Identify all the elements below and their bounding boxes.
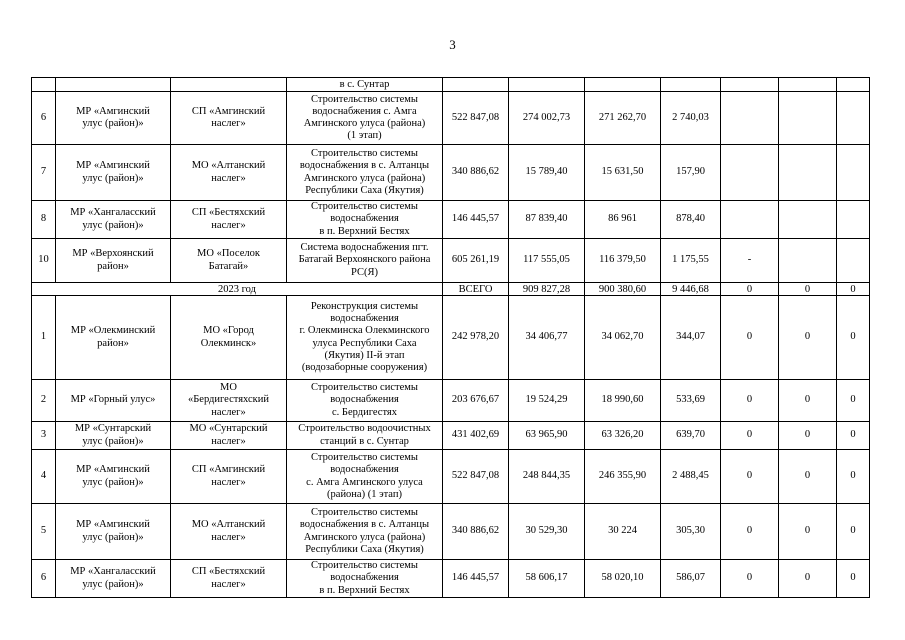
cell-empty [509,78,585,92]
cell-col9: 0 [721,422,779,450]
cell-total: 15 789,40 [509,145,585,201]
cell-line: Строительство системы [311,452,418,464]
cell-regional: 2 740,03 [661,92,721,145]
year-row [32,283,870,296]
cell-line: СП «Амгинский [191,105,266,117]
cell-line: «Бердигестяхский [188,394,269,406]
cell-col10 [779,201,837,239]
cell-col10: 0 [779,450,837,504]
cell-line: улус (район)» [82,172,144,184]
cell-object [287,560,443,598]
cell-regional: 586,07 [661,560,721,598]
cell-col9: 0 [721,450,779,504]
cell-object [287,380,443,422]
cell-settlement [171,239,287,283]
year-federal: 900 380,60 [585,283,661,296]
cell-col11: 0 [837,450,870,504]
cell-empty [721,78,779,92]
cell-district [56,201,171,239]
cell-col10: 0 [779,296,837,380]
cell-line: МР «Верхоянский [72,248,154,260]
cell-col11 [837,145,870,201]
table-row [32,380,870,422]
table-row [32,504,870,560]
cell-line: район» [97,337,129,349]
cell-object: в с. Сунтар [287,78,443,92]
cell-regional: 533,69 [661,380,721,422]
cell-line: наслег» [211,578,246,590]
cell-line: Батагай Верхоянского района [298,254,431,266]
cell-line: Строительство системы [311,148,418,160]
cell-number: 6 [32,92,56,145]
cell-total: 87 839,40 [509,201,585,239]
cell-total: 63 965,90 [509,422,585,450]
cell-col10: 0 [779,560,837,598]
cell-line: МР «Амгинский [76,160,150,172]
table-row [32,296,870,380]
cell-col11: 0 [837,560,870,598]
cell-col9: 0 [721,560,779,598]
cell-line: наслег» [211,118,246,129]
cell-line: МО «Алтанский [191,160,266,172]
cell-line: МР «Хангаласский [70,566,156,578]
cell-line: МР «Амгинский [76,105,150,117]
table-row [32,422,870,450]
cell-line: МР «Горный улус» [70,394,156,406]
cell-object [287,239,443,283]
cell-line: улус (район)» [82,531,144,543]
cell-col11 [837,92,870,145]
cell-district [56,560,171,598]
cell-line: водоснабжения [330,394,399,406]
cell-line: Строительство системы [311,93,418,105]
cell-line: водоснабжения [330,213,399,225]
cell-cost: 203 676,67 [443,380,509,422]
cell-empty [443,78,509,92]
cell-line: улус (район)» [82,578,144,590]
cell-line: улус (район)» [82,476,144,488]
cell-cost: 146 445,57 [443,560,509,598]
cell-settlement [171,201,287,239]
year-c3: 0 [837,283,870,296]
cell-col11: 0 [837,296,870,380]
cell-line: СП «Амгинский [191,464,266,476]
cell-col9 [721,92,779,145]
cell-cost: 340 886,62 [443,145,509,201]
cell-col10: 0 [779,422,837,450]
cell-federal: 246 355,90 [585,450,661,504]
cell-line: наслег» [211,219,246,231]
cell-district [56,92,171,145]
table-row [32,145,870,201]
cell-total: 117 555,05 [509,239,585,283]
cell-federal: 271 262,70 [585,92,661,145]
cell-total: 274 002,73 [509,92,585,145]
cell-district [56,145,171,201]
cell-line: Реконструкция системы [310,300,419,312]
cell-federal: 58 020,10 [585,560,661,598]
table-body [32,78,870,598]
cell-district [56,380,171,422]
cell-line: с. Амга Амгинского улуса [306,476,423,488]
table-row [32,560,870,598]
cell-district [56,450,171,504]
cell-empty [56,78,171,92]
continuation-row [32,78,870,92]
cell-cost: 522 847,08 [443,92,509,145]
cell-settlement [171,504,287,560]
cell-object [287,92,443,145]
cell-settlement [171,450,287,504]
cell-cost: 242 978,20 [443,296,509,380]
year-cost: ВСЕГО [443,283,509,296]
cell-col10 [779,92,837,145]
cell-number: 5 [32,504,56,560]
cell-cost: 605 261,19 [443,239,509,283]
cell-line: улуса Республики Саха [312,337,417,349]
cell-federal: 18 990,60 [585,380,661,422]
cell-number: 4 [32,450,56,504]
cell-line: наслег» [211,531,246,543]
cell-number: 2 [32,380,56,422]
year-c1: 0 [721,283,779,296]
cell-district [56,422,171,450]
cell-line: СП «Бестяхский [191,566,266,578]
cell-line: Строительство системы [311,382,418,394]
cell-line: станций в с. Сунтар [320,435,409,447]
cell-empty [171,78,287,92]
cell-line: МО «Алтанский [191,519,266,531]
cell-line: Амгинского улуса (района) [303,172,426,184]
year-label: 2023 год [32,283,443,296]
cell-cost: 431 402,69 [443,422,509,450]
cell-object [287,504,443,560]
cell-settlement [171,92,287,145]
cell-line: в п. Верхний Бестях [319,584,410,596]
cell-col9: 0 [721,296,779,380]
cell-line: МР «Сунтарский [74,423,152,435]
cell-line: МО «Город [203,325,254,337]
cell-number: 3 [32,422,56,450]
cell-empty [32,78,56,92]
cell-line: (водозаборные сооружения) [301,361,428,373]
cell-line: водоснабжения [330,313,399,325]
cell-col11: 0 [837,504,870,560]
cell-federal: 15 631,50 [585,145,661,201]
cell-line: водоснабжения в с. Алтанцы [299,519,430,531]
cell-empty [661,78,721,92]
cell-total: 248 844,35 [509,450,585,504]
cell-district [56,504,171,560]
table-row [32,450,870,504]
cell-number: 6 [32,560,56,598]
cell-regional: 1 175,55 [661,239,721,283]
cell-line: Строительство системы [311,560,418,572]
cell-line: Амгинского улуса (района) [303,531,426,543]
cell-federal: 116 379,50 [585,239,661,283]
cell-settlement [171,560,287,598]
cell-line: наслег» [211,172,246,184]
cell-regional: 344,07 [661,296,721,380]
cell-settlement [171,380,287,422]
cell-line: Амгинского улуса (района) [303,118,426,129]
cell-number: 7 [32,145,56,201]
cell-federal: 86 961 [585,201,661,239]
cell-line: (района) (1 этап) [327,488,402,500]
cell-settlement [171,422,287,450]
cell-line: Строительство системы [311,201,418,213]
cell-col10 [779,239,837,283]
cell-line: Строительство системы [311,507,418,519]
page-number: 3 [449,37,456,52]
cell-object [287,145,443,201]
cell-col11: 0 [837,380,870,422]
cell-line: водоснабжения с. Амга [312,105,417,117]
cell-line: наслег» [211,476,246,488]
cell-line: МО «Сунтарский [189,423,268,435]
cell-line: улус (район)» [82,219,144,231]
cell-line: Батагай» [208,260,249,272]
cell-district [56,239,171,283]
cell-total: 19 524,29 [509,380,585,422]
cell-line: с. Бердигестях [332,406,397,418]
cell-line: водоснабжения в с. Алтанцы [299,160,430,172]
cell-line: улус (район)» [82,118,144,129]
cell-regional: 2 488,45 [661,450,721,504]
cell-district [56,296,171,380]
cell-object [287,450,443,504]
table-row [32,92,870,145]
cell-line: Республики Саха (Якутия) [305,184,424,196]
cell-empty [779,78,837,92]
cell-federal: 30 224 [585,504,661,560]
cell-regional: 639,70 [661,422,721,450]
cell-line: улус (район)» [82,435,144,447]
cell-line: водоснабжения [330,464,399,476]
cell-line: Олекминск» [200,337,257,349]
cell-col10: 0 [779,504,837,560]
cell-line: МО [220,382,237,394]
cell-regional: 157,90 [661,145,721,201]
cell-line: Республики Саха (Якутия) [305,543,424,555]
cell-col10: 0 [779,380,837,422]
cell-line: МО «Поселок [197,248,260,260]
cell-line: водоснабжения [330,572,399,584]
cell-line: наслег» [211,435,246,447]
cell-regional: 305,30 [661,504,721,560]
cell-col10 [779,145,837,201]
cell-regional: 878,40 [661,201,721,239]
cell-federal: 63 326,20 [585,422,661,450]
cell-settlement [171,296,287,380]
cell-col9: 0 [721,504,779,560]
cell-number: 1 [32,296,56,380]
cell-federal: 34 062,70 [585,296,661,380]
cell-line: район» [97,260,129,272]
cell-line: Система водоснабжения пгт. [300,242,429,254]
table-row [32,201,870,239]
cell-col11: 0 [837,422,870,450]
year-regional: 9 446,68 [661,283,721,296]
cell-cost: 146 445,57 [443,201,509,239]
cell-object [287,201,443,239]
cell-cost: 340 886,62 [443,504,509,560]
year-c2: 0 [779,283,837,296]
cell-col9 [721,145,779,201]
cell-object [287,296,443,380]
cell-object [287,422,443,450]
cell-cost: 522 847,08 [443,450,509,504]
cell-line: МР «Амгинский [76,519,150,531]
cell-line: СП «Бестяхский [191,207,266,219]
cell-col9: - [721,239,779,283]
cell-total: 58 606,17 [509,560,585,598]
cell-line: Строительство водоочистных [298,423,431,435]
cell-total: 34 406,77 [509,296,585,380]
cell-col11 [837,239,870,283]
year-total: 909 827,28 [509,283,585,296]
cell-col11 [837,201,870,239]
cell-line: (1 этап) [347,130,382,142]
cell-line: МР «Олекминский [70,325,156,337]
funding-table [31,77,870,598]
cell-line: МР «Хангаласский [70,207,156,219]
cell-col9: 0 [721,380,779,422]
cell-number: 10 [32,239,56,283]
cell-col9 [721,201,779,239]
cell-empty [837,78,870,92]
cell-line: г. Олекминска Олекминского [299,325,430,337]
table-row [32,239,870,283]
cell-line: РС(Я) [351,266,378,278]
cell-line: в п. Верхний Бестях [319,225,410,237]
cell-line: наслег» [211,406,246,418]
cell-line: МР «Амгинский [76,464,150,476]
cell-number: 8 [32,201,56,239]
cell-line: (Якутия) II-й этап [324,349,405,361]
cell-total: 30 529,30 [509,504,585,560]
cell-settlement [171,145,287,201]
cell-empty [585,78,661,92]
